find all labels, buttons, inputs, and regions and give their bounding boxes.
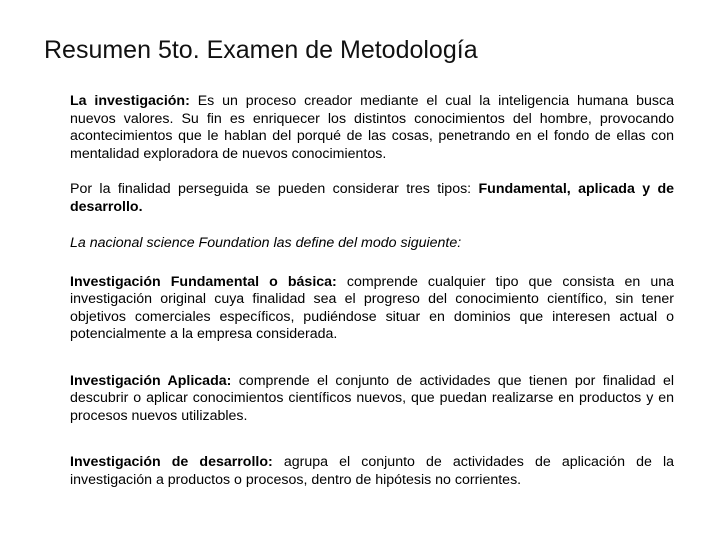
- paragraph-nsf: [70, 235, 674, 253]
- emphasis-tipos: Fundamental, aplicada y de desarrollo.: [70, 181, 674, 215]
- term-aplicada: Investigación Aplicada:: [70, 372, 232, 389]
- term-desarrollo: Investigación de desarrollo:: [70, 454, 273, 470]
- slide-body: [70, 93, 674, 489]
- text-tipos: Por la finalidad perseguida se pueden considerar tres tipos:: [70, 181, 479, 197]
- term-fundamental: Investigación Fundamental o básica:: [70, 273, 337, 290]
- text-nsf: La nacional science Foundation las define del modo siguiente:: [70, 235, 462, 251]
- paragraph-fundamental: [70, 274, 674, 344]
- text-investigacion: Es un proceso creador mediante el cual la inteligencia humana busca nuevos valores. Su fin es enriquecer los distintos conocimientos del hombre, provocando acontecimientos que le hablan del porqué de las cosas, penetrando en el fondo de ellas con mentalidad exploradora de nuevos conocimientos.: [70, 93, 674, 162]
- paragraph-investigacion: [70, 93, 674, 163]
- slide-title: Resumen 5to. Examen de Metodología: [44, 36, 478, 64]
- text-aplicada: comprende el conjunto de actividades que tienen por finalidad el descubrir o aplicar conocimientos científicos nuevos, que puedan realizarse en productos y en procesos nuevos utilizables.: [70, 372, 674, 424]
- paragraph-tipos: [70, 181, 674, 216]
- paragraph-aplicada: [70, 373, 674, 426]
- term-investigacion: La investigación:: [70, 93, 190, 109]
- paragraph-desarrollo: [70, 454, 674, 489]
- text-fundamental: comprende cualquier tipo que consista en una investigación original cuya finalidad sea el progreso del conocimiento científico, sin tener objetivos comerciales específicos, pudiéndose situar en dominios que interesen actual o potencialmente a la empresa considerada.: [70, 273, 674, 342]
- text-desarrollo: agrupa el conjunto de actividades de aplicación de la investigación a productos o procesos, dentro de hipótesis no corrientes.: [70, 454, 674, 488]
